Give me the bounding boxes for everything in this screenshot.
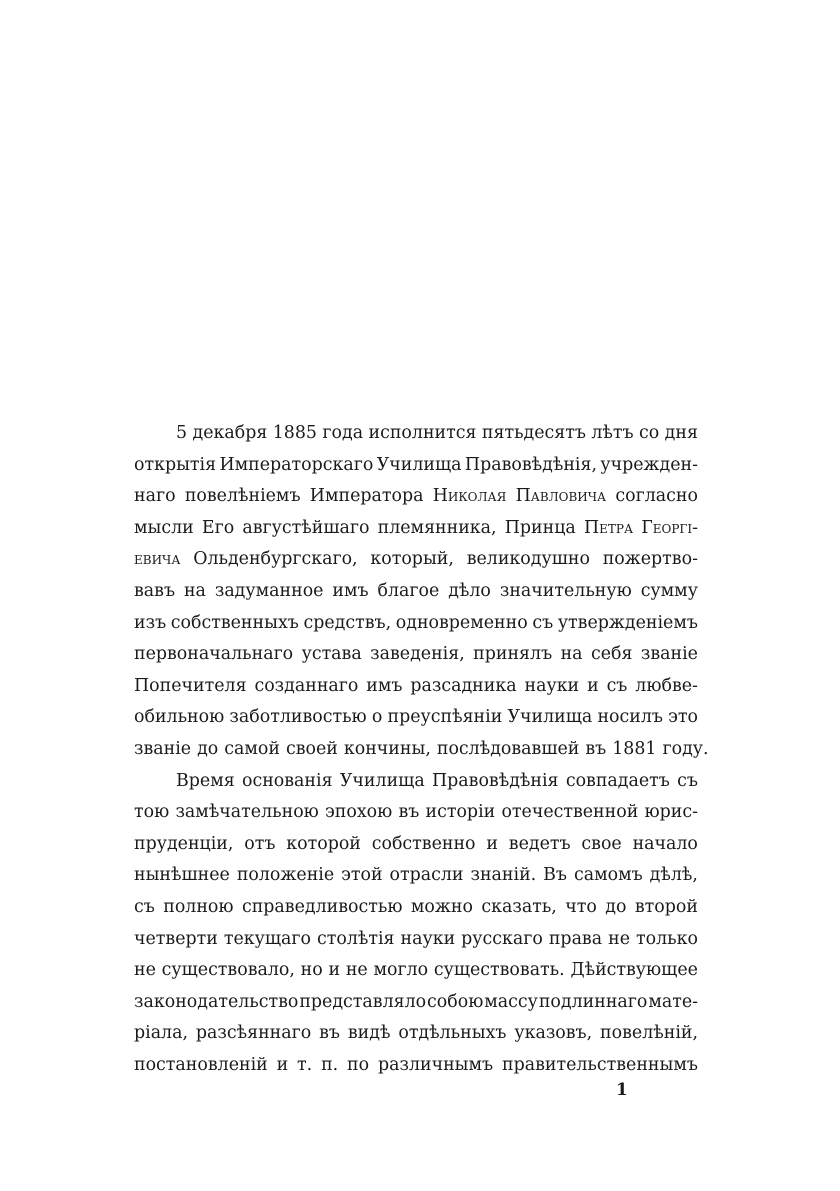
paragraph-2 xyxy=(134,766,698,1082)
text-line: не существовало, но и не могло существовать. Дѣйствующее xyxy=(134,960,698,981)
text-line: евича Ольденбургскаго, который, великодушно пожертво- xyxy=(134,549,698,570)
text-line: законодательство представляло собою массу подлиннаго мате- xyxy=(134,991,698,1012)
text-line: тою замѣчательною эпохою въ исторіи отечественной юрис- xyxy=(134,802,698,823)
text-line: открытія Императорскаго Училища Правовѣдѣнія, учрежден- xyxy=(134,454,698,475)
text-line: четверти текущаго столѣтія науки русскаго права не только xyxy=(134,928,698,949)
text-line: мысли Его августѣйшаго племянника, Принца Петра Георгі- xyxy=(134,517,698,538)
text-line: изъ собственныхъ средствъ, одновременно съ утвержденіемъ xyxy=(134,612,698,633)
paragraph-1 xyxy=(134,418,709,766)
text-line: вавъ на задуманное имъ благое дѣло значительную сумму xyxy=(134,580,698,601)
text-line: пруденціи, отъ которой собственно и ведетъ свое начало xyxy=(134,833,698,854)
text-line: первоначальнаго устава заведенія, принялъ на себя званіе xyxy=(134,644,698,665)
text-line: съ полною справедливостью можно сказать, что до второй xyxy=(134,896,698,917)
text-line: ріала, разсѣяннаго въ видѣ отдѣльныхъ указовъ, повелѣній, xyxy=(134,1023,698,1044)
body-text xyxy=(134,418,709,1081)
text-line: Попечителя созданнаго имъ разсадника науки и съ любве- xyxy=(134,675,698,696)
text-line: наго повелѣніемъ Императора Николая Павловича согласно xyxy=(134,486,698,507)
text-line: званіе до самой своей кончины, послѣдовавшей въ 1881 году. xyxy=(134,738,709,759)
text-line: 5 декабря 1885 года исполнится пятьдесятъ лѣтъ со дня xyxy=(176,423,698,443)
text-line: обильною заботливостью о преуспѣяніи Училища носилъ это xyxy=(134,707,698,728)
page-number: 1 xyxy=(616,1080,628,1100)
text-line: постановленій и т. п. по различнымъ правительственнымъ xyxy=(134,1054,698,1075)
text-line: Время основанія Училища Правовѣдѣнія совпадаетъ съ xyxy=(176,770,698,791)
text-line: нынѣшнее положеніе этой отрасли знаній. Въ самомъ дѣлѣ, xyxy=(134,865,698,886)
